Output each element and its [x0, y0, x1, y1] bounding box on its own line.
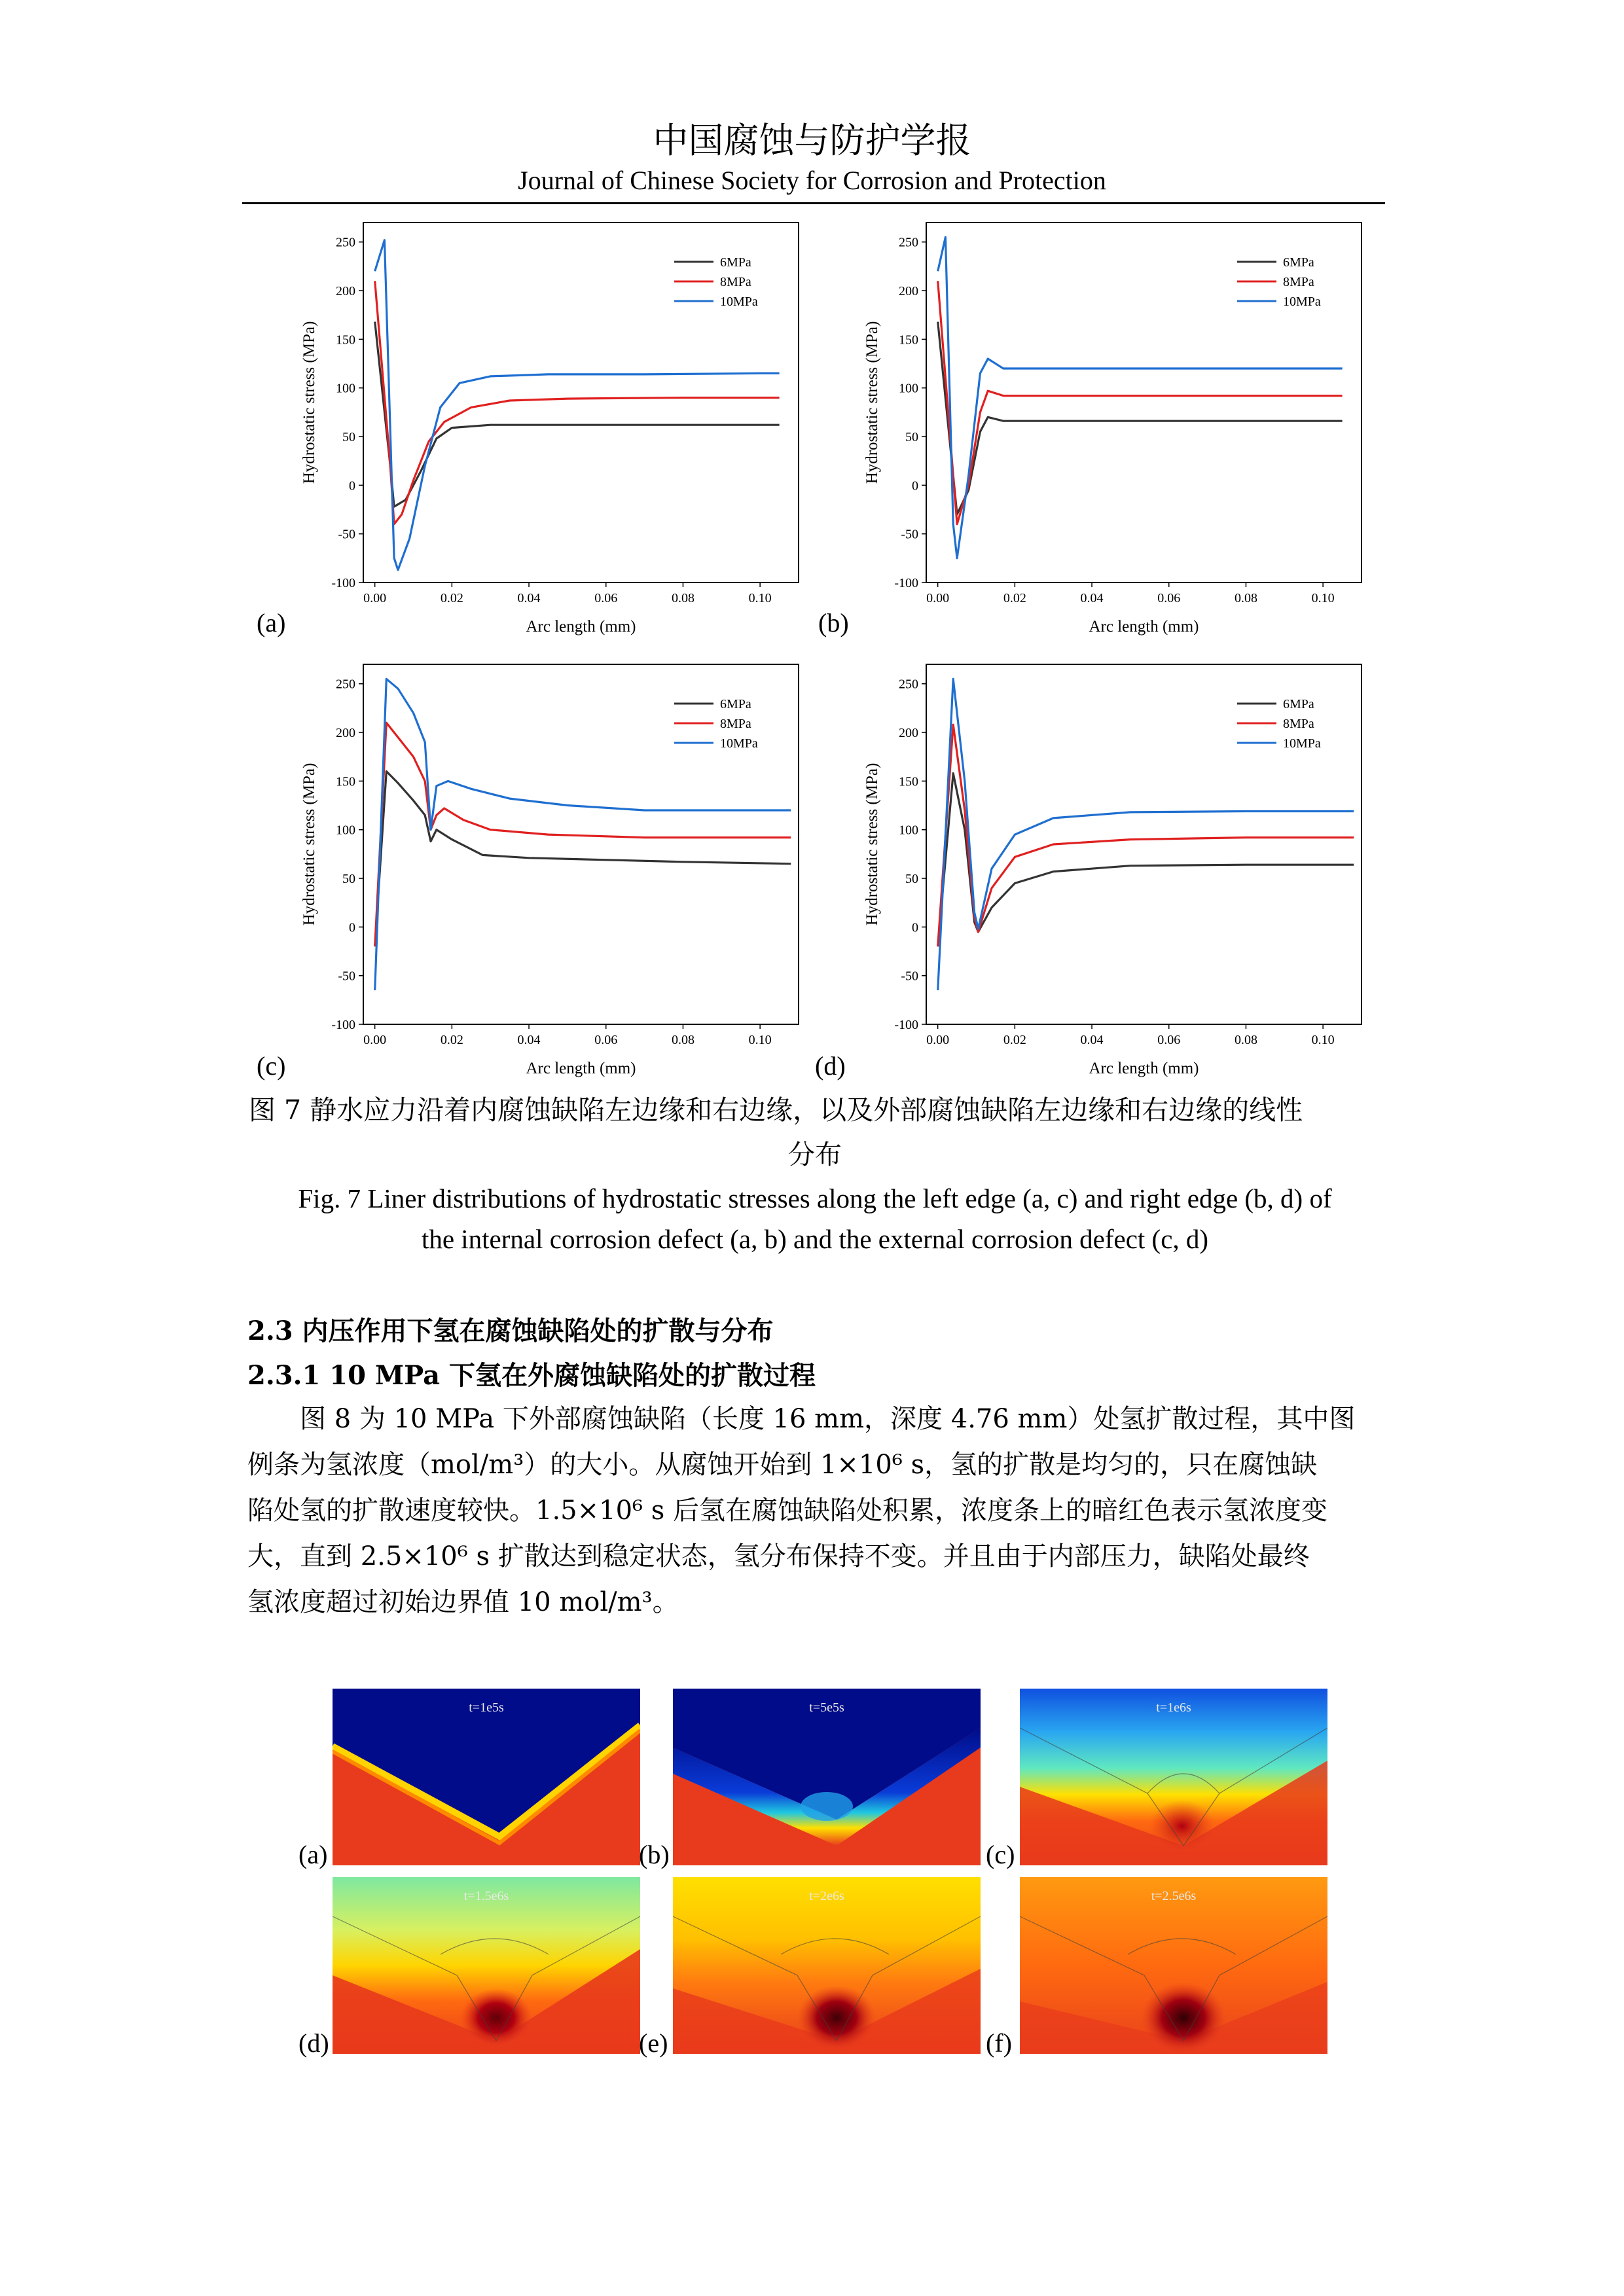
y-tick-label: -100	[331, 576, 355, 590]
x-axis-label: Arc length (mm)	[526, 1060, 636, 1077]
legend-label: 6MPa	[720, 697, 751, 711]
contour-title-f: t=2.5e6s	[1151, 1889, 1197, 1903]
y-tick-label: 150	[899, 332, 918, 348]
y-axis-label: Hydrostatic stress (MPa)	[863, 321, 881, 484]
y-tick-label: -50	[901, 527, 918, 542]
y-tick-label: -100	[894, 576, 918, 590]
y-tick-label: 0	[912, 478, 918, 493]
legend-label: 8MPa	[1283, 275, 1314, 289]
y-tick-label: 250	[899, 235, 918, 250]
legend-label: 6MPa	[1283, 697, 1314, 711]
y-tick-label: -50	[338, 527, 355, 542]
x-tick-label: 0.10	[1311, 591, 1335, 605]
x-tick-label: 0.04	[1080, 591, 1104, 605]
x-tick-label: 0.04	[517, 591, 541, 605]
paragraph-line: 图 8 为 10 MPa 下外部腐蚀缺陷（长度 16 mm，深度 4.76 mm）处氢扩散过程，其中图	[300, 1404, 1356, 1434]
y-tick-label: -100	[894, 1018, 918, 1032]
contour-title-b: t=5e5s	[809, 1700, 844, 1715]
chart-a	[288, 216, 825, 641]
chart-c	[288, 658, 825, 1083]
x-tick-label: 0.02	[440, 591, 463, 605]
x-tick-label: 0.10	[748, 1033, 772, 1047]
x-tick-label: 0.02	[440, 1033, 463, 1047]
y-tick-label: -50	[338, 969, 355, 984]
x-axis-label: Arc length (mm)	[1089, 1060, 1199, 1077]
x-axis-label: Arc length (mm)	[526, 618, 636, 636]
y-tick-label: 50	[342, 430, 355, 445]
y-tick-label: 100	[336, 381, 355, 396]
fig8-label-a: (a)	[298, 1840, 328, 1869]
paragraph-line: 例条为氢浓度（mol/m³）的大小。从腐蚀开始到 1×10⁶ s，氢的扩散是均匀的，只在腐蚀缺	[247, 1450, 1318, 1480]
paragraph-line: 陷处氢的扩散速度较快。1.5×10⁶ s 后氢在腐蚀缺陷处积累，浓度条上的暗红色表示氢浓度变	[247, 1496, 1328, 1526]
paragraph-line: 氢浓度超过初始边界值 10 mol/m³。	[247, 1587, 679, 1617]
legend-label: 8MPa	[1283, 717, 1314, 731]
y-tick-label: 200	[899, 284, 918, 299]
x-tick-label: 0.00	[363, 1033, 387, 1047]
y-tick-label: 50	[905, 430, 918, 445]
y-tick-label: 100	[336, 823, 355, 838]
y-tick-label: 250	[336, 235, 355, 250]
section-heading-2-3: 2.3 内压作用下氢在腐蚀缺陷处的扩散与分布	[247, 1316, 774, 1346]
y-tick-label: 150	[336, 774, 355, 789]
y-tick-label: 200	[336, 284, 355, 299]
y-tick-label: 150	[336, 332, 355, 348]
body-paragraph	[247, 1396, 1380, 1625]
header-rule	[242, 202, 1385, 204]
caption-cn-line2: 分布	[788, 1139, 842, 1170]
x-tick-label: 0.06	[1157, 1033, 1181, 1047]
x-tick-label: 0.04	[1080, 1033, 1104, 1047]
x-tick-label: 0.10	[1311, 1033, 1335, 1047]
fig8-label-b: (b)	[639, 1840, 670, 1869]
contour-plot-a	[333, 1689, 640, 1865]
x-tick-label: 0.06	[594, 591, 618, 605]
x-tick-label: 0.00	[363, 591, 387, 605]
legend-label: 10MPa	[720, 295, 758, 309]
panel-label-c: (c)	[257, 1051, 286, 1081]
x-tick-label: 0.04	[517, 1033, 541, 1047]
caption-en-line1: Fig. 7 Liner distributions of hydrostatic stresses along the left edge (a, c) and right edge (b, d) of	[298, 1183, 1332, 1213]
contour-plot-e	[673, 1877, 981, 2054]
paragraph-line: 大，直到 2.5×10⁶ s 扩散达到稳定状态，氢分布保持不变。并且由于内部压力，缺陷处最终	[247, 1541, 1310, 1571]
panel-label-d: (d)	[815, 1051, 846, 1081]
y-tick-label: 50	[905, 872, 918, 887]
contour-plot-d	[333, 1877, 640, 2054]
y-axis-label: Hydrostatic stress (MPa)	[300, 321, 318, 484]
figure7-caption-cn	[249, 1088, 1381, 1177]
contour-title-d: t=1.5e6s	[463, 1889, 509, 1903]
fig8-label-f: (f)	[986, 2028, 1012, 2058]
x-tick-label: 0.08	[671, 591, 695, 605]
y-tick-label: 250	[336, 677, 355, 692]
y-tick-label: 0	[349, 920, 355, 935]
y-tick-label: -50	[901, 969, 918, 984]
x-tick-label: 0.02	[1003, 591, 1026, 605]
caption-en-line2: the internal corrosion defect (a, b) and the external corrosion defect (c, d)	[421, 1224, 1209, 1254]
x-tick-label: 0.02	[1003, 1033, 1026, 1047]
x-tick-label: 0.06	[594, 1033, 618, 1047]
journal-title-cn: 中国腐蚀与防护学报	[653, 120, 971, 161]
y-tick-label: 50	[342, 872, 355, 887]
chart-b	[851, 216, 1388, 641]
legend-label: 10MPa	[1283, 295, 1321, 309]
x-tick-label: 0.00	[926, 591, 950, 605]
x-tick-label: 0.08	[1234, 591, 1257, 605]
x-axis-label: Arc length (mm)	[1089, 618, 1199, 636]
contour-title-c: t=1e6s	[1156, 1700, 1191, 1715]
panel-label-a: (a)	[257, 608, 286, 637]
contour-plot-f	[1020, 1877, 1327, 2054]
x-tick-label: 0.08	[1234, 1033, 1257, 1047]
legend-label: 10MPa	[720, 736, 758, 751]
y-tick-label: 0	[912, 920, 918, 935]
contour-title-e: t=2e6s	[809, 1889, 844, 1903]
chart-d	[851, 658, 1388, 1083]
y-tick-label: -100	[331, 1018, 355, 1032]
legend-label: 6MPa	[720, 255, 751, 270]
fig8-label-d: (d)	[298, 2028, 329, 2058]
y-tick-label: 250	[899, 677, 918, 692]
section-heading-2-3-1: 2.3.1 10 MPa 下氢在外腐蚀缺陷处的扩散过程	[247, 1360, 816, 1391]
y-axis-label: Hydrostatic stress (MPa)	[300, 762, 318, 926]
x-tick-label: 0.08	[671, 1033, 695, 1047]
contour-title-a: t=1e5s	[469, 1700, 504, 1715]
journal-title-en: Journal of Chinese Society for Corrosion and Protection	[518, 166, 1106, 195]
y-axis-label: Hydrostatic stress (MPa)	[863, 762, 881, 926]
figure7-caption-en	[249, 1178, 1381, 1259]
legend-label: 8MPa	[720, 275, 751, 289]
y-tick-label: 0	[349, 478, 355, 493]
x-tick-label: 0.06	[1157, 591, 1181, 605]
legend-label: 10MPa	[1283, 736, 1321, 751]
caption-cn-line1: 图 7 静水应力沿着内腐蚀缺陷左边缘和右边缘，以及外部腐蚀缺陷左边缘和右边缘的线性	[249, 1094, 1303, 1126]
x-tick-label: 0.00	[926, 1033, 950, 1047]
contour-plot-b	[673, 1689, 981, 1865]
y-tick-label: 200	[336, 726, 355, 741]
y-tick-label: 200	[899, 726, 918, 741]
legend-label: 6MPa	[1283, 255, 1314, 270]
y-tick-label: 100	[899, 823, 918, 838]
y-tick-label: 150	[899, 774, 918, 789]
fig8-label-e: (e)	[639, 2028, 668, 2058]
panel-label-b: (b)	[818, 608, 849, 637]
fig8-label-c: (c)	[986, 1840, 1015, 1869]
legend-label: 8MPa	[720, 717, 751, 731]
y-tick-label: 100	[899, 381, 918, 396]
x-tick-label: 0.10	[748, 591, 772, 605]
contour-plot-c	[1020, 1689, 1327, 1865]
